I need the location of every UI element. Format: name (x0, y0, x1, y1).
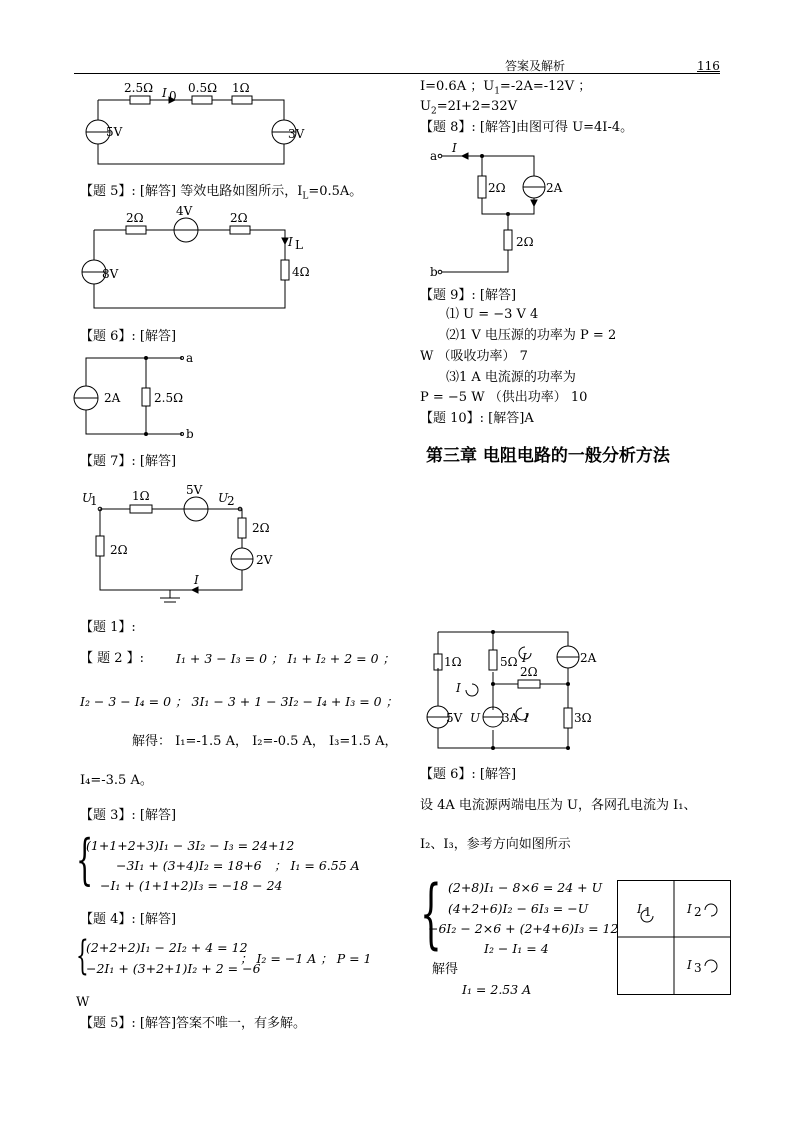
c6-i3-label: I (524, 711, 529, 725)
c1-v1-label: 5V (106, 125, 123, 139)
q2-solution-2: I₄=-3.5 A。 (80, 773, 153, 788)
header-title: 答案及解析 (505, 59, 566, 73)
c8-r1-label: 2Ω (488, 181, 506, 195)
circuit-series-sources (80, 80, 305, 170)
c6-i2-label: I (522, 651, 527, 665)
mesh-grid-diagram (617, 880, 731, 995)
q3-label: 【题 3】: [解答] (80, 808, 177, 823)
q5-answer: 【题 5】: [解答] 等效电路如图所示，$I_L=0.5A$。 (80, 184, 363, 202)
q9-label: 【题 9】: [解答] (420, 288, 517, 303)
c6-is-label: 2A (580, 651, 597, 665)
q4-unit: W (76, 995, 90, 1010)
c8-is-label: 2A (546, 181, 563, 195)
q9-line-2: ⑵1 V 电压源的功率为 P = 2 (446, 328, 617, 343)
c4-r1-label: 1Ω (132, 489, 150, 503)
c2-r3-label: 4Ω (292, 265, 310, 279)
q2-solution: 解得： I₁=-1.5 A， I₂=-0.5 A， I₃=1.5 A， (132, 734, 398, 749)
circuit-nodes (80, 482, 280, 612)
c8-r2-label: 2Ω (516, 235, 534, 249)
c4-v-label: 5V (186, 483, 203, 497)
q2-label: 【 题 2 】: (80, 651, 145, 666)
c6-u-label: U (470, 711, 481, 725)
q4-label: 【题 4】: [解答] (80, 912, 177, 927)
c6-is2-label: 3A (502, 711, 519, 725)
c2-current-sub: L (295, 238, 303, 252)
q7-left: 【题 7】: [解答] (80, 454, 177, 469)
c2-vs-label: 8V (102, 267, 119, 281)
svg-text:3: 3 (694, 961, 702, 975)
c4-r2-label: 2Ω (110, 543, 128, 557)
c6-r4-label: 3Ω (574, 711, 592, 725)
page-number: 116 (697, 59, 720, 73)
q4-result: ； I₂ = −1 A ； P = 1 (240, 951, 372, 966)
c3-b-label: b (186, 427, 194, 441)
c4-r3-label: 2Ω (252, 521, 270, 535)
c2-current-label: I (288, 235, 293, 249)
q6-right-label: 【题 6】: [解答] (420, 767, 517, 782)
q4-eq-0: (2+2+2)I₁ − 2I₂ + 4 = 12 (86, 940, 248, 955)
c6-i1-label: I (456, 681, 461, 695)
c8-current-label: I (452, 141, 457, 155)
c4-u2-sub: 2 (227, 494, 235, 508)
c1-current-sub: 0 (169, 89, 177, 103)
c6-r2-label: 5Ω (500, 655, 518, 669)
q9-line-5: P = −5 W （供出功率） 10 (420, 390, 588, 405)
c2-r2-label: 2Ω (230, 211, 248, 225)
q4-brace: { (76, 933, 89, 979)
q6-solve: 解得 (432, 962, 459, 977)
c4-current-label: I (194, 573, 199, 587)
q6-left: 【题 6】: [解答] (80, 329, 177, 344)
c4-v2-label: 2V (256, 553, 273, 567)
r-line-2: $U_2=2I+2=32V$ (420, 99, 517, 117)
c1-r2-label: 0.5Ω (188, 81, 218, 95)
q3-result: ； I₁ = 6.55 A (274, 858, 360, 873)
header-rule (74, 73, 720, 74)
q9-line-4: ⑶1 A 电流源的功率为 (446, 370, 576, 385)
c1-r3-label: 1Ω (232, 81, 250, 95)
c1-current-label: I (162, 86, 167, 100)
q2-eq2: I₂ − 3 − I₄ = 0 ； 3I₁ − 3 + 1 − 3I₂ − I₄ + I₃ = 0 ； (80, 694, 399, 709)
c1-r1-label: 2.5Ω (124, 81, 154, 95)
c8-a-label: a (430, 149, 438, 163)
q10-answer: 【题 10】: [解答]A (420, 411, 534, 426)
circuit-q8 (428, 142, 588, 282)
circuit-equivalent (80, 200, 310, 320)
c6-r1-label: 1Ω (444, 655, 462, 669)
c8-b-label: b (430, 265, 438, 279)
q3-eq-0: (1+1+2+3)I₁ − 3I₂ − I₃ = 24+12 (86, 838, 295, 853)
mesh-i1-label: I (637, 902, 642, 916)
q1-label: 【题 1】: (80, 620, 136, 635)
q6-eq-0: (2+8)I₁ − 8×6 = 24 + U (448, 880, 603, 895)
q3-eq-2: −I₁ + (1+1+2)I₃ = −18 − 24 (100, 878, 283, 893)
q6-eq-3: I₂ − I₁ = 4 (484, 941, 549, 956)
mesh-i2-label: I (687, 902, 692, 916)
c6-r3-label: 2Ω (520, 665, 538, 679)
c3-r-label: 2.5Ω (154, 391, 184, 405)
q9-line-1: ⑴ U = −3 V 4 (446, 307, 539, 322)
svg-text:1: 1 (644, 905, 652, 919)
q6-text-1: 设 4A 电流源两端电压为 U，各网孔电流为 I₁、 (420, 798, 697, 813)
q8-answer: 【题 8】: [解答]由图可得 U=4I-4。 (420, 120, 634, 135)
circuit-mesh (420, 626, 610, 756)
q6-brace: { (420, 868, 442, 957)
q6-eq-1: (4+2+6)I₂ − 6I₃ = −U (448, 901, 589, 916)
c4-u2-label: U (218, 491, 229, 505)
c4-u1-sub: 1 (90, 494, 98, 508)
q5-answer-final: 【题 5】: [解答]答案不唯一，有多解。 (80, 1016, 307, 1031)
q6-text-2: I₂、I₃，参考方向如图所示 (420, 837, 571, 852)
q2-eq1: I₁ + 3 − I₃ = 0 ； I₁ + I₂ + 2 = 0 ； (176, 651, 396, 666)
q4-eq-1: −2I₁ + (3+2+1)I₂ + 2 = −6 (86, 961, 261, 976)
q6-eq-2: −6I₂ − 2×6 + (2+4+6)I₃ = 12 (428, 921, 619, 936)
circuit-current-source (78, 350, 208, 440)
c4-u1-label: U (82, 491, 93, 505)
q9-line-3: W （吸收功率） 7 (420, 349, 528, 364)
c3-a-label: a (186, 351, 194, 365)
svg-text:2: 2 (694, 905, 702, 919)
c6-v-label: 5V (446, 711, 463, 725)
q3-eq-1: −3I₁ + (3+4)I₂ = 18+6 (116, 858, 262, 873)
chapter-title: 第三章 电阻电路的一般分析方法 (426, 446, 670, 466)
q6-result: I₁ = 2.53 A (462, 982, 532, 997)
r-line-1: I=0.6A ；$U_1=-2A=-12V$ ； (420, 79, 592, 97)
c3-is-label: 2A (104, 391, 121, 405)
q3-brace: { (76, 828, 94, 891)
c1-v2-label: 3V (288, 127, 305, 141)
c2-v-label: 4V (176, 204, 193, 218)
c2-r1-label: 2Ω (126, 211, 144, 225)
mesh-i3-label: I (687, 958, 692, 972)
